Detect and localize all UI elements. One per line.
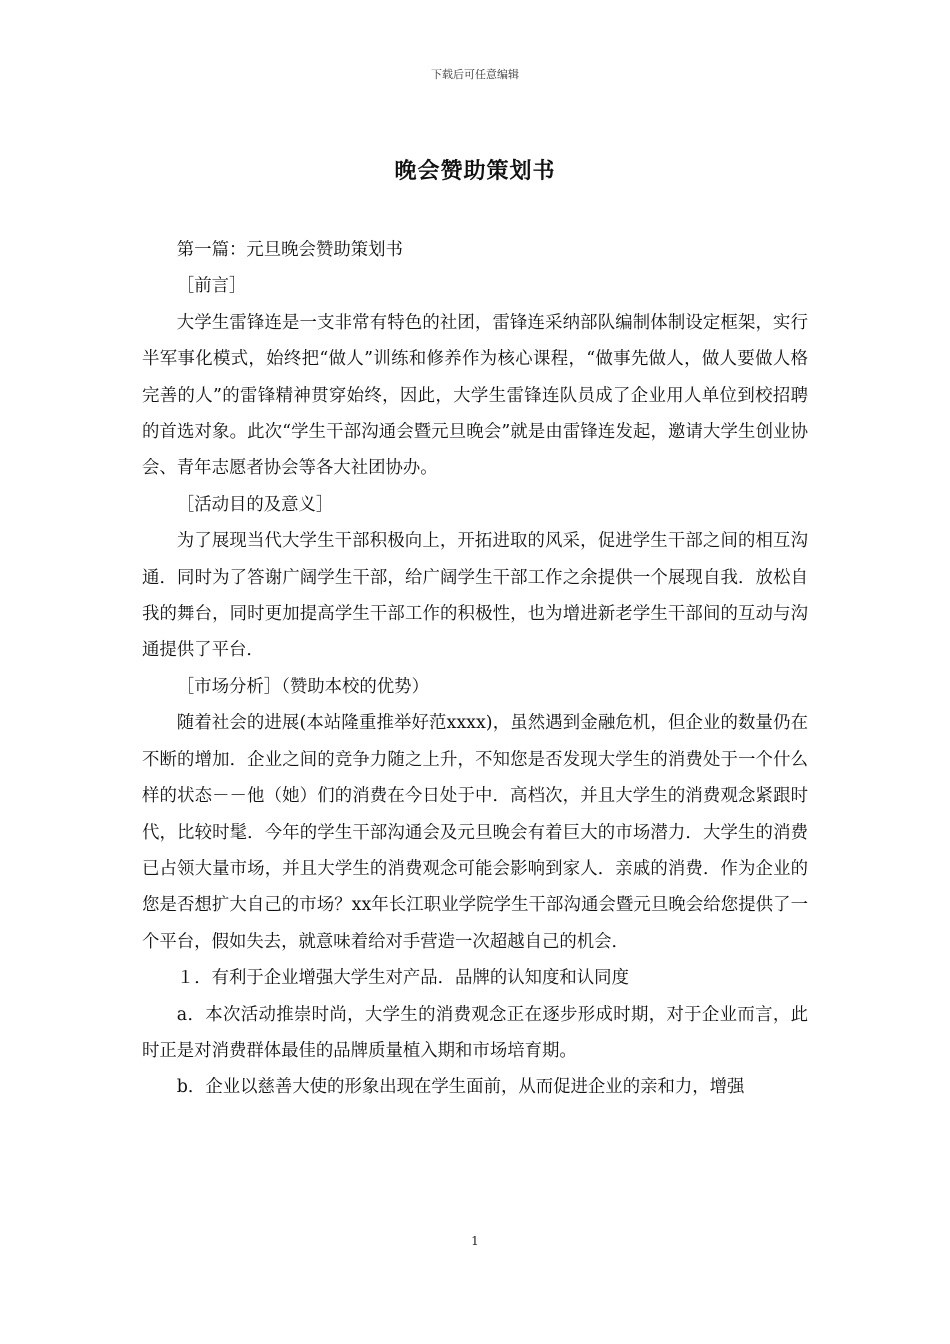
- page-number: 1: [471, 1234, 479, 1248]
- paragraph-purpose: 为了展现当代大学生干部积极向上，开拓进取的风采，促进学生干部之间的相互沟通．同时为了答谢广阔学生干部，给广阔学生干部工作之余提供一个展现自我．放松自我的舞台，同时更加提高学生干部工作的积极性，也为增进新老学生干部间的互动与沟通提供了平台．: [142, 531, 808, 661]
- list-item-benefit-1b: b．企业以慈善大使的形象出现在学生面前，从而促进企业的亲和力，增强: [176, 1077, 745, 1098]
- list-item-benefit-1a: a．本次活动推崇时尚，大学生的消费观念正在逐步形成时期，对于企业而言，此时正是对消费群体最佳的品牌质量植入期和市场培育期。: [142, 1004, 808, 1061]
- document-title: 晚会赞助策划书: [394, 158, 556, 184]
- section-heading-part-one: 第一篇：元旦晚会赞助策划书: [176, 240, 403, 260]
- document-body: [142, 232, 808, 1106]
- section-heading-preface: ［前言］: [176, 276, 247, 297]
- paragraph-market-analysis: 随着社会的进展(本站隆重推举好范xxxx)，虽然遇到金融危机，但企业的数量仍在不断的增加．企业之间的竞争力随之上升，不知您是否发现大学生的消费处于一个什么样的状态－－他（她）们的消费在今日处于中．高档次，并且大学生的消费观念紧跟时代，比较时髦．今年的学生干部沟通会及元旦晚会有着巨大的市场潜力．大学生的消费已占领大量市场，并且大学生的消费观念可能会影响到家人．亲戚的消费．作为企业的您是否想扩大自己的市场？xx年长江职业学院学生干部沟通会暨元旦晚会给您提供了一个平台，假如失去，就意味着给对手营造一次超越自己的机会．: [142, 713, 808, 952]
- page-header-note: 下载后可任意编辑: [431, 68, 519, 81]
- list-item-benefit-1: １．有利于企业增强大学生对产品．品牌的认知度和认同度: [176, 968, 629, 989]
- section-heading-purpose: ［活动目的及意义］: [176, 494, 334, 515]
- section-heading-market-analysis: ［市场分析］（赞助本校的优势）: [176, 676, 429, 697]
- paragraph-preface: 大学生雷锋连是一支非常有特色的社团，雷锋连采纳部队编制体制设定框架，实行半军事化模式，始终把“做人”训练和修养作为核心课程，“做事先做人，做人要做人格完善的人”的雷锋精神贯穿始终，因此，大学生雷锋连队员成了企业用人单位到校招聘的首选对象。此次“学生干部沟通会暨元旦晚会”就是由雷锋连发起，邀请大学生创业协会、青年志愿者协会等各大社团协办。: [142, 312, 808, 479]
